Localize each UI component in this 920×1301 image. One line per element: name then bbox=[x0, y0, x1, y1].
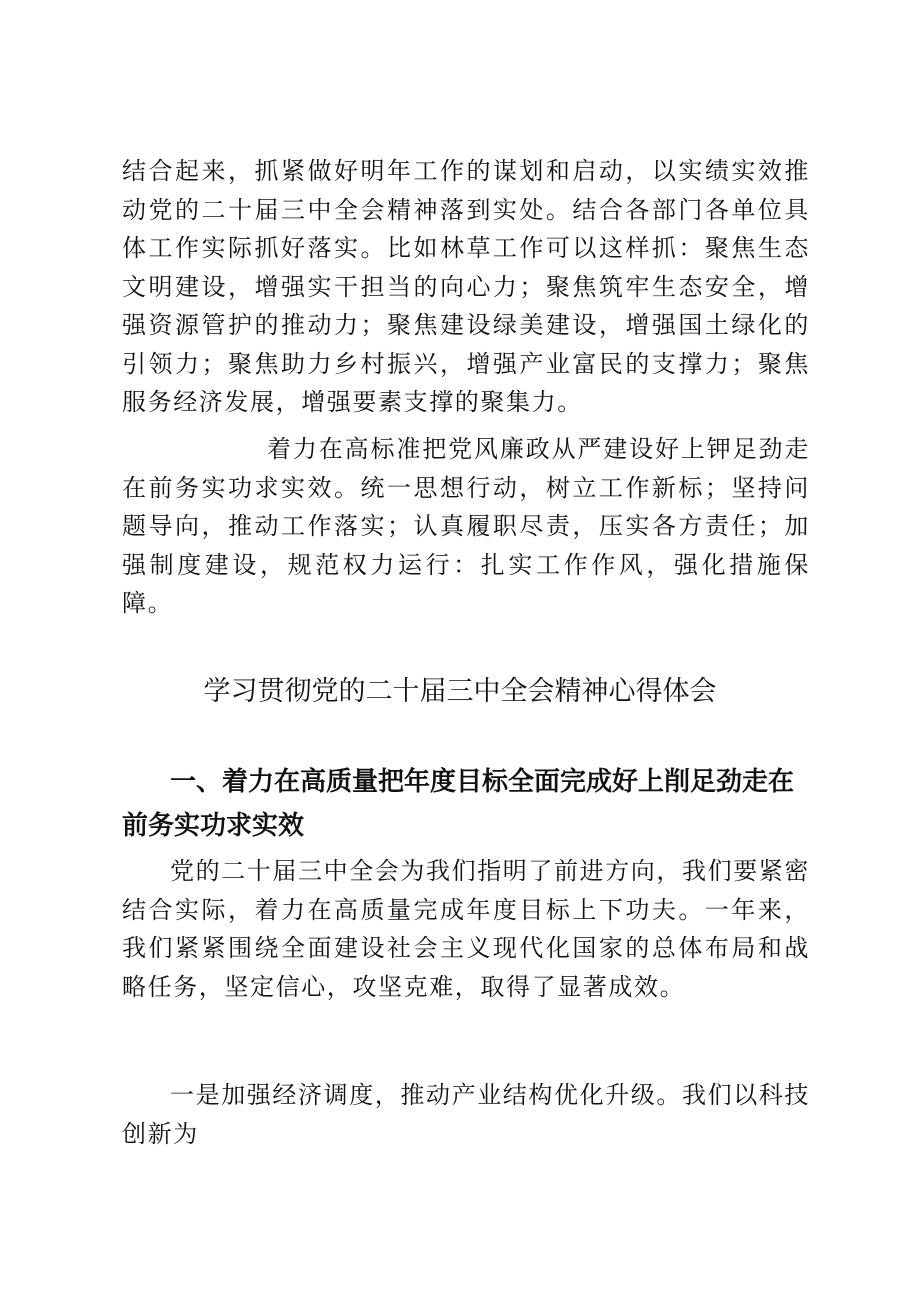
body-paragraph-3: 党的二十届三中全会为我们指明了前进方向，我们要紧密结合实际，着力在高质量完成年度目标上下功夫。一年来，我们紧紧围绕全面建设社会主义现代化国家的总体布局和战略任务，坚定信心，攻坚克难，取得了显著成效。 bbox=[122, 857, 810, 1001]
body-paragraph-1: 结合起来，抓紧做好明年工作的谋划和启动，以实绩实效推动党的二十届三中全会精神落到实处。结合各部门各单位具体工作实际抓好落实。比如林草工作可以这样抓：聚焦生态文明建设，增强实干担当的向心力；聚焦筑牢生态安全，增强资源管护的推动力；聚焦建设绿美建设，增强国土绿化的引领力；聚焦助力乡村振兴，增强产业富民的支撑力；聚焦服务经济发展，增强要素支撑的聚集力。 bbox=[122, 157, 810, 416]
body-paragraph-4: 一是加强经济调度，推动产业结构优化升级。我们以科技创新为 bbox=[122, 1081, 810, 1148]
document-title: 学习贯彻党的二十届三中全会精神心得体会 bbox=[203, 676, 717, 707]
section-heading: 一、着力在高质量把年度目标全面完成好上削足劲走在前务实功求实效 bbox=[122, 767, 795, 841]
body-paragraph-2: 着力在高标准把党风廉政从严建设好上钾足劲走在前务实功求实效。统一思想行动，树立工作新标；坚持问题导向，推动工作落实；认真履职尽责，压实各方责任；加强制度建设，规范权力运行：扎实工作作风，强化措施保障。 bbox=[122, 435, 810, 617]
